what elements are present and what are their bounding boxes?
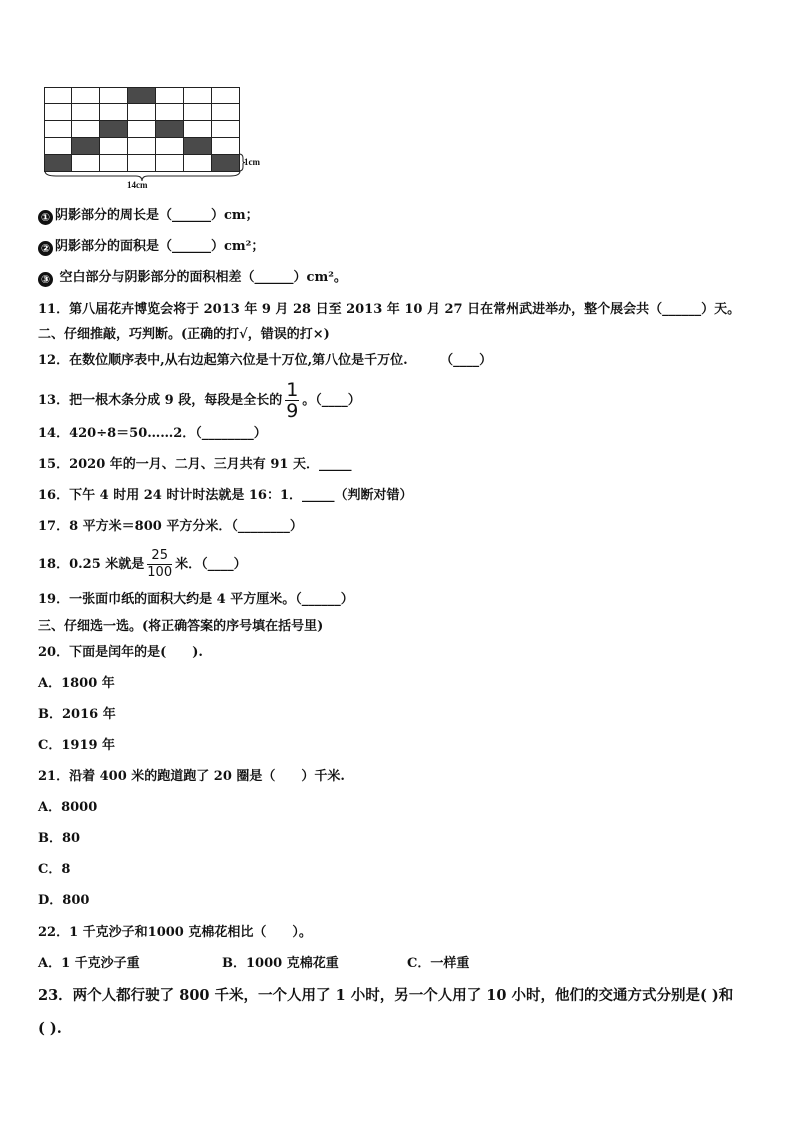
q10-part-2: ② 阴影部分的面积是（______）cm²； <box>38 239 264 256</box>
grid-cell <box>99 87 128 104</box>
grid-cell-shaded <box>71 137 100 155</box>
circled-2-icon: ② <box>38 241 53 256</box>
question-17: 17．8 平方米＝800 平方分米．（________） <box>38 519 303 534</box>
question-20-option-b: B．2016 年 <box>38 707 116 722</box>
question-20-option-c: C．1919 年 <box>38 738 116 753</box>
question-14: 14．420÷8＝50……2．（________） <box>38 426 267 441</box>
grid-figure <box>44 87 240 171</box>
question-22-stem: 22．1 千克沙子和1000 克棉花相比（ ）。 <box>38 925 312 940</box>
fraction-25-100: $\frac{25}{100}$ <box>147 548 173 580</box>
question-21-option-a: A．8000 <box>38 800 98 815</box>
grid-cell <box>183 120 212 138</box>
question-16: 16．下午 4 时用 24 时计时法就是 16：1．_____（判断对错） <box>38 488 413 503</box>
grid-cell <box>99 103 128 121</box>
question-12: 12．在数位顺序表中,从右边起第六位是十万位,第八位是千万位. （____） <box>38 353 493 368</box>
question-11: 11．第八届花卉博览会将于 2013 年 9 月 28 日至 2013 年 10 月 27 日在常州武进举办，整个展会共（______）天。 <box>38 302 741 317</box>
question-21-stem: 21．沿着 400 米的跑道跑了 20 圈是（ ）千米. <box>38 769 345 784</box>
question-15: 15．2020 年的一月、二月、三月共有 91 天．_____ <box>38 457 352 472</box>
grid-cell <box>211 137 240 155</box>
grid-cell <box>211 87 240 104</box>
grid-cell <box>71 103 100 121</box>
grid-cell <box>71 120 100 138</box>
grid-cell <box>44 87 72 104</box>
question-20-option-a: A．1800 年 <box>38 676 115 691</box>
height-label: 1cm <box>244 157 260 167</box>
grid-cell-shaded <box>99 120 128 138</box>
grid-cell <box>155 103 184 121</box>
grid-cell <box>127 137 156 155</box>
width-label: 14cm <box>127 180 148 190</box>
question-13: 13．把一根木条分成 9 段，每段是全长的 $\frac{1}{9}$ 。（____） <box>38 379 361 422</box>
question-22-option-c: C．一样重 <box>407 956 470 971</box>
question-21-option-c: C．8 <box>38 862 71 877</box>
circled-3-icon: ③ <box>38 272 53 287</box>
q10-part-1: ① 阴影部分的周长是（______）cm； <box>38 208 259 225</box>
grid-cell <box>211 103 240 121</box>
q10-part-3: ③ 空白部分与阴影部分的面积相差（______）cm²。 <box>38 270 347 287</box>
grid-cell-shaded <box>155 120 184 138</box>
question-18: 18．0.25 米就是 $\frac{25}{100}$ 米．（____） <box>38 548 247 580</box>
grid-cell-shaded <box>127 87 156 104</box>
question-20-stem: 20．下面是闰年的是( ). <box>38 645 203 660</box>
section-2-heading: 二、仔细推敲，巧判断。(正确的打√，错误的打×) <box>38 327 330 342</box>
grid-cell <box>155 87 184 104</box>
question-19: 19．一张面巾纸的面积大约是 4 平方厘米。（______） <box>38 592 354 607</box>
question-22-option-b: B．1000 克棉花重 <box>222 956 339 971</box>
grid-cell-shaded <box>183 137 212 155</box>
grid-cell <box>44 137 72 155</box>
grid-cell <box>127 103 156 121</box>
question-21-option-d: D．800 <box>38 893 90 908</box>
question-23-line-2: ( ). <box>38 1020 62 1037</box>
grid-cell <box>127 120 156 138</box>
circled-1-icon: ① <box>38 210 53 225</box>
question-23-line-1: 23．两个人都行驶了 800 千米，一个人用了 1 小时，另一个人用了 10 小时，他们的交通方式分别是( )和 <box>38 987 734 1004</box>
grid-cell <box>183 87 212 104</box>
grid-cell <box>44 120 72 138</box>
grid-cell <box>155 137 184 155</box>
grid-cell <box>211 120 240 138</box>
grid-cell <box>44 103 72 121</box>
grid-cell <box>99 137 128 155</box>
fraction-1-9: $\frac{1}{9}$ <box>286 379 299 422</box>
grid-cell <box>71 87 100 104</box>
question-22-option-a: A．1 千克沙子重 <box>38 956 140 971</box>
question-21-option-b: B．80 <box>38 831 81 846</box>
grid-cell <box>183 103 212 121</box>
section-3-heading: 三、仔细选一选。(将正确答案的序号填在括号里) <box>38 619 324 634</box>
